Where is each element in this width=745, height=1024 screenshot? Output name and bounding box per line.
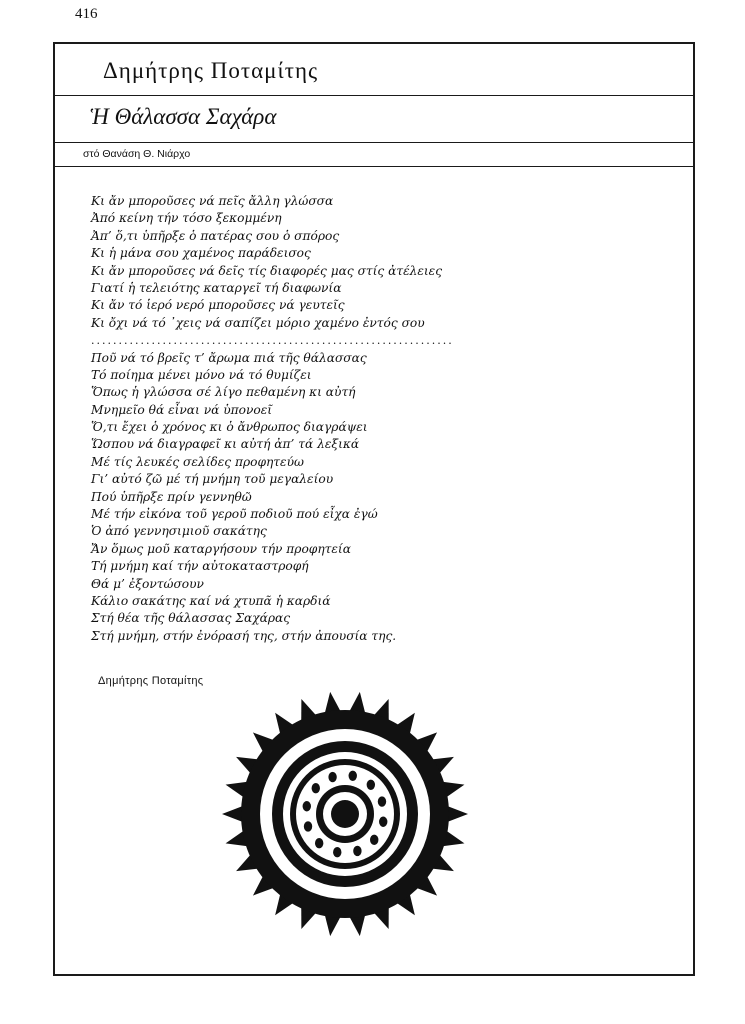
poem-line: Ὥσπου νά διαγραφεῖ κι αὐτή ἀπ’ τά λεξικά: [91, 437, 360, 452]
poem-line: Μέ τήν εἰκόνα τοῦ γεροῦ ποδιοῦ πού εἶχα ἐγώ: [91, 507, 378, 522]
emblem-dot: [349, 771, 357, 781]
poem-title: Ἡ Θάλασσα Σαχάρα: [90, 104, 277, 129]
emblem-dot: [378, 796, 386, 806]
emblem-dot: [315, 838, 323, 848]
poem-line: Κι ἄν μποροῦσες νά δεῖς τίς διαφορές μας στίς ἀτέλειες: [91, 263, 443, 278]
emblem-dot: [328, 772, 336, 782]
emblem-dot: [303, 801, 311, 811]
poem-line: Στή θέα τῆς θάλασσας Σαχάρας: [91, 611, 291, 626]
poem-line: Ἄν ὅμως μοῦ καταργήσουν τήν προφητεία: [91, 541, 351, 556]
poem-line: Τή μνήμη καί τήν αὐτοκαταστροφή: [91, 559, 309, 574]
poem-line: Ὁ ἀπό γεννησιμιοῦ σακάτης: [91, 524, 267, 539]
poem-body: [91, 193, 681, 645]
poem-line: Ποῦ νά τό βρεῖς τ’ ἄρωμα πιά τῆς θάλασσας: [91, 350, 367, 365]
emblem-dot: [333, 847, 341, 857]
poem-line: Ἀπ’ ὅ,τι ὑπῆρξε ὁ πατέρας σου ὁ σπόρος: [91, 228, 340, 243]
emblem-dot: [370, 835, 378, 845]
dedication: στό Θανάση Θ. Νιάρχο: [83, 148, 191, 160]
emblem-dot: [379, 817, 387, 827]
author-name: Δημήτρης Ποταμίτης: [103, 58, 319, 83]
poem-line: Κι ἄν μποροῦσες νά πεῖς ἄλλη γλώσσα: [91, 194, 334, 208]
title-header: [55, 96, 693, 143]
poem-line: Μνημεῖο θά εἶναι νά ὑπονοεῖ: [91, 402, 273, 417]
emblem-dot: [367, 780, 375, 790]
poem-line: Κάλιο σακάτης καί νά χτυπᾶ ἡ καρδιά: [91, 593, 331, 608]
poem-line: Ἀπό κείνη τήν τόσο ξεκομμένη: [91, 211, 282, 226]
poem-line: Μέ τίς λευκές σελίδες προφητεύω: [91, 454, 304, 469]
poem-line: Στή μνήμη, στήν ἐνόρασή της, στήν ἀπουσία της.: [91, 628, 397, 643]
poem-line: Γιατί ἡ τελειότης καταργεῖ τή διαφωνία: [91, 280, 342, 295]
poem-line: Ὅ,τι ἔχει ὁ χρόνος κι ὁ ἄνθρωπος διαγράψει: [91, 420, 368, 435]
poem-ellipsis-divider: ..................................................................: [91, 334, 454, 348]
poem-line: Κι ἡ μάνα σου χαμένος παράδεισος: [91, 246, 311, 261]
page-number: 416: [75, 6, 98, 22]
poem-line: Θά μ’ ἐξοντώσουν: [91, 576, 204, 591]
emblem-dot: [304, 821, 312, 831]
sun-circle-ornament-icon: [215, 684, 475, 944]
emblem-dot: [312, 783, 320, 793]
poem-frame: [53, 42, 695, 976]
dedication-header: [55, 143, 693, 167]
poem-line: Ὅπως ἡ γλώσσα σέ λίγο πεθαμένη κι αὐτή: [91, 385, 356, 400]
poem-line: Τό ποίημα μένει μόνο νά τό θυμίζει: [91, 367, 312, 382]
poem-line: Πού ὑπῆρξε πρίν γεννηθῶ: [91, 489, 252, 504]
emblem-dot: [353, 846, 361, 856]
poem-line: Κι ὄχι νά τό ᾿χεις νά σαπίζει μόριο χαμένο ἐντός σου: [91, 315, 425, 330]
poem-line: Κι ἄν τό ἱερό νερό μποροῦσες νά γευτεῖς: [91, 298, 345, 313]
poem-line: Γι’ αὐτό ζῶ μέ τή μνήμη τοῦ μεγαλείου: [91, 472, 334, 487]
signature: Δημήτρης Ποταμίτης: [98, 675, 204, 687]
author-header: [55, 44, 693, 96]
